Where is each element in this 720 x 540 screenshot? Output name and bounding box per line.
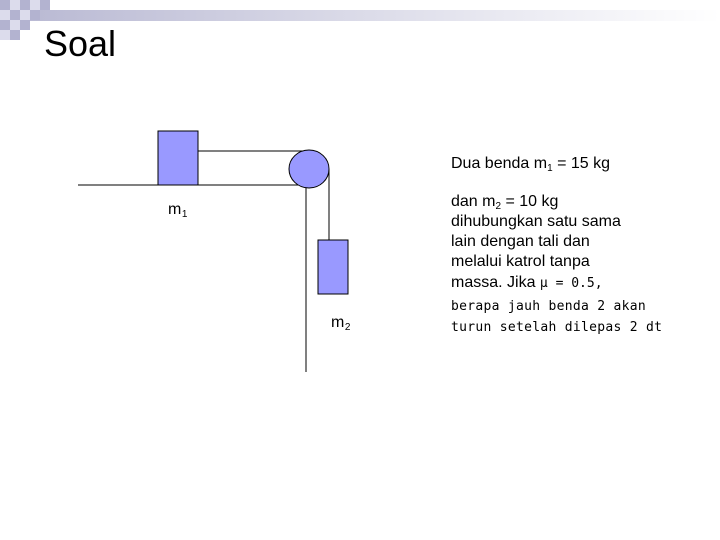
- problem-line-6: massa. Jika μ = 0.5,: [451, 274, 603, 291]
- pulley: [289, 150, 329, 188]
- problem-line-1: Dua benda $m_1 = 15$ kg: [451, 155, 610, 174]
- problem-line-8: turun setelah dilepas 2 dt: [451, 320, 663, 335]
- problem-line-5: melalui katrol tanpa: [451, 253, 590, 270]
- problem-line-3: dihubungkan satu sama: [451, 213, 621, 230]
- mass2-label: $m_2$: [331, 314, 351, 333]
- block-m1: [158, 131, 198, 185]
- problem-line-2: dan $m_2 = 10$ kg: [451, 193, 559, 212]
- problem-line-7: berapa jauh benda 2 akan: [451, 299, 647, 314]
- slide-title: Soal: [44, 23, 117, 64]
- block-m2: [318, 240, 348, 294]
- problem-line-4: lain dengan tali dan: [451, 233, 590, 250]
- mass1-label: $m_1$: [168, 201, 188, 220]
